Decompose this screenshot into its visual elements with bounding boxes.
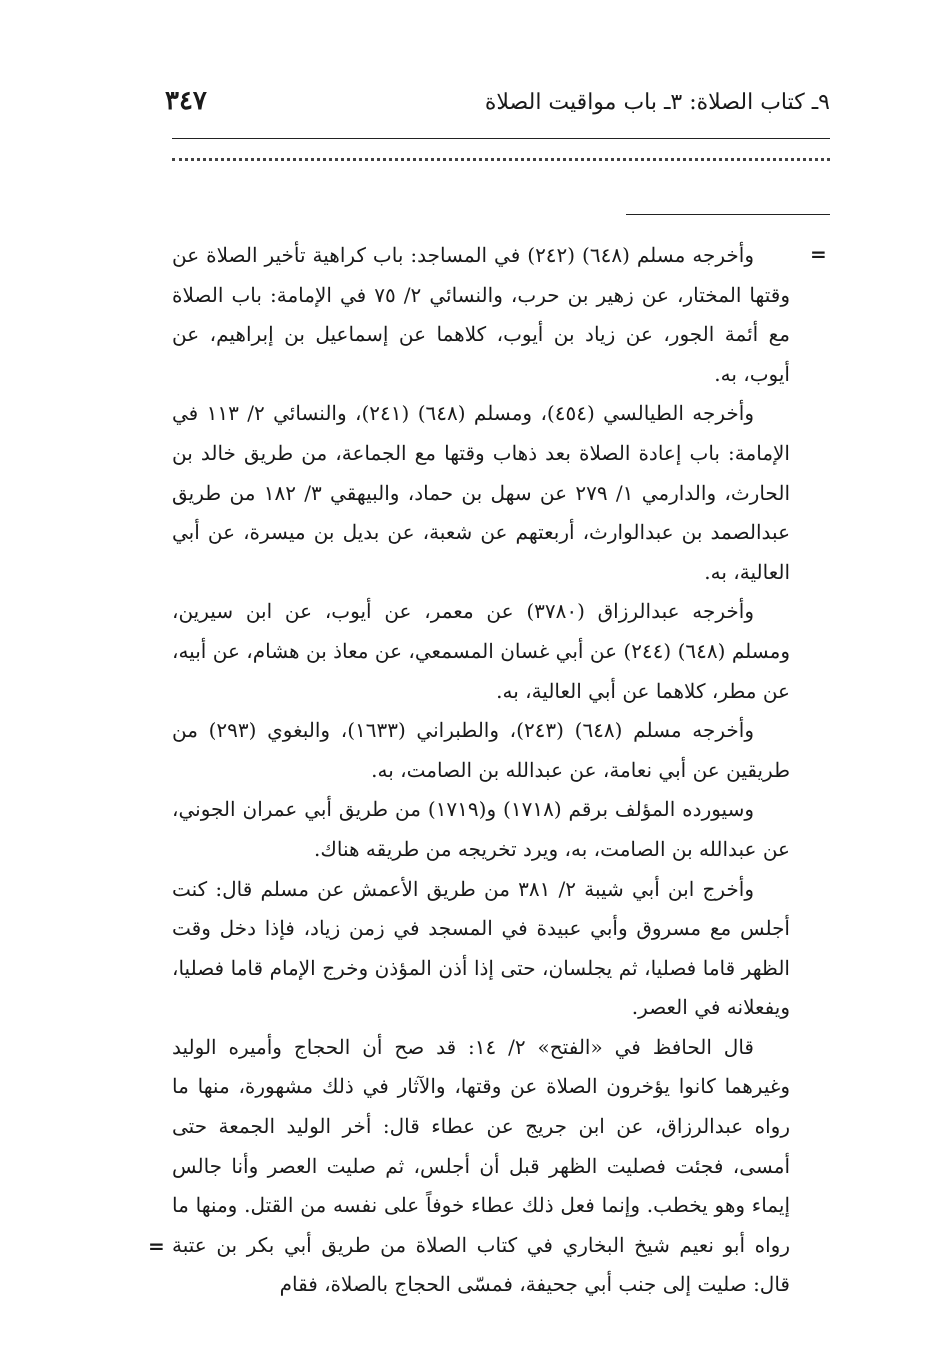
running-header	[165, 84, 830, 128]
paragraph: وأخرجه عبدالرزاق (٣٧٨٠) عن معمر، عن أيوب، عن ابن سيرين، ومسلم (٦٤٨) (٢٤٤) عن أبي غسان المسمعي، عن معاذ بن هشام، عن أبيه، عن مطر، كلاهما عن أبي العالية، به.	[172, 599, 790, 703]
continuation-mark-top: =	[810, 242, 827, 266]
paragraph: وأخرج ابن أبي شيبة ٢/ ٣٨١ من طريق الأعمش عن مسلم قال: كنت أجلس مع مسروق وأبي عبيدة في المسجد في زمن زياد، فإذا دخل وقت الظهر قاما فصليا، ثم يجلسان، حتى إذا أذن المؤذن وخرج الإمام قاما فصليا، ويفعلانه في العصر.	[172, 876, 790, 1020]
footnote-rule	[626, 214, 830, 215]
paragraph: قال الحافظ في «الفتح» ٢/ ١٤: قد صح أن الحجاج وأميره الوليد وغيرهما كانوا يؤخرون الصلاة عن وقتها، والآثار في ذلك مشهورة، منها ما رواه عبدالرزاق، عن ابن جريج عن عطاء قال: أخر الوليد الجمعة حتى أمسى، فجئت فصليت الظهر قبل أن أجلس، ثم صليت العصر وأنا جالس إيماء وهو يخطب. وإنما فعل ذلك عطاء خوفاً على نفسه من القتل. ومنها ما رواه أبو نعيم شيخ البخاري في كتاب الصلاة من طريق أبي بكر بن عتبة قال: صليت إلى جنب أبي جحيفة، فمسّى الحجاج بالصلاة، فقام	[172, 1034, 790, 1297]
chapter-title: ٩ـ كتاب الصلاة: ٣ـ باب مواقيت الصلاة	[484, 90, 830, 115]
paragraph: وأخرجه مسلم (٦٤٨) (٢٤٢) في المساجد: باب كراهية تأخير الصلاة عن وقتها المختار، عن زهير بن حرب، والنسائي ٢/ ٧٥ في الإمامة: باب الصلاة مع أئمة الجور، عن زياد بن أيوب، كلاهما عن إسماعيل بن إبراهيم، عن أيوب، به.	[172, 243, 790, 386]
paragraph: وأخرجه مسلم (٦٤٨) (٢٤٣)، والطبراني (١٦٣٣)، والبغوي (٢٩٣) من طريقين عن أبي نعامة، عن عبدالله بن الصامت، به.	[172, 718, 790, 782]
paragraph: وأخرجه الطيالسي (٤٥٤)، ومسلم (٦٤٨) (٢٤١)، والنسائي ٢/ ١١٣ في الإمامة: باب إعادة الصلاة بعد ذهاب وقتها مع الجماعة، من طريق خالد بن الحارث، والدارمي ١/ ٢٧٩ عن سهل بن حماد، والبيهقي ٣/ ١٨٢ من طريق عبدالصمد بن عبدالوارث، أربعتهم عن شعبة، عن بديل بن ميسرة، عن أبي العالية، به.	[172, 401, 790, 584]
continuation-mark-bottom: =	[148, 1234, 165, 1258]
page-number: ٣٤٧	[165, 86, 207, 116]
footnote-text	[172, 236, 790, 1305]
header-rule	[172, 138, 830, 139]
dotted-separator	[172, 158, 830, 161]
paragraph: وسيورده المؤلف برقم (١٧١٨) و(١٧١٩) من طريق أبي عمران الجوني، عن عبدالله بن الصامت، به، ويرد تخريجه من طريقه هناك.	[172, 797, 790, 861]
